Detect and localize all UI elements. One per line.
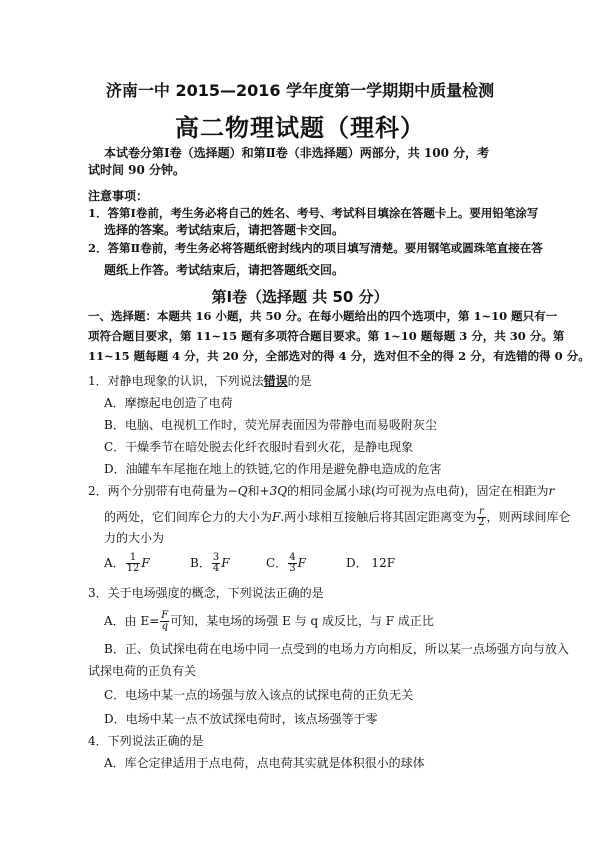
q2-opt-a-den: 12 [126, 563, 140, 574]
q1-stem [88, 373, 312, 389]
q2-text-f: ，则两球间库仑 [486, 510, 571, 524]
q2-charge-2: +3Q [259, 484, 288, 498]
q2-opt-a-fraction [126, 553, 141, 574]
q2-opt-a-label: A． [104, 556, 125, 570]
q3-frac-num: F [161, 610, 169, 621]
q1-option-c: C．干燥季节在暗处脱去化纤衣服时看到火花，是静电现象 [104, 440, 414, 454]
q2-frac-den: 2 [478, 517, 485, 528]
q2-opt-b-label: B． [190, 556, 211, 570]
note-2-line-2: 题纸上作答。考试结束后，请把答题纸交回。 [104, 263, 345, 277]
q1-option-d: D．油罐车车尾拖在地上的铁链,它的作用是避免静电造成的危害 [104, 462, 442, 476]
q2-option-d: D． 12F [346, 556, 396, 570]
q2-line-1 [88, 483, 554, 499]
q1-option-b: B．电脑、电视机工作时，荧光屏表面因为带静电而易吸附灰尘 [104, 418, 437, 432]
q3-opt-a-prefix: A．由 E= [104, 614, 160, 628]
q2-text-b: 和 [247, 484, 260, 498]
q2-opt-a-f: F [141, 556, 150, 570]
note-2-line-1: 2．答第Ⅱ卷前，考生务必将答题纸密封线内的项目填写清楚。要用钢笔或圆珠笔直接在答 [88, 241, 543, 255]
exam-title: 高二物理试题（理科） [175, 114, 425, 142]
q2-opt-b-num: 3 [212, 552, 220, 563]
notes-heading: 注意事项： [88, 189, 149, 203]
q2-text-c: 的相同金属小球(均可视为点电荷)，固定在相距为 [287, 484, 549, 498]
q2-line-2 [104, 506, 571, 528]
q2-opt-b-f: F [221, 556, 230, 570]
q3-opt-a-suffix: 可知，某电场的场强 E 与 q 成反比，与 F 成正比 [170, 614, 434, 628]
q2-r-variable: r [548, 484, 555, 498]
q4-stem: 4．下列说法正确的是 [88, 734, 204, 748]
intro-line-2: 试时间 90 分钟。 [88, 163, 186, 177]
q3-option-c: C．电场中某一点的场强与放入该点的试探电荷的正负无关 [104, 688, 414, 702]
q3-option-b-line-2: 试探电荷的正负有关 [88, 664, 197, 678]
q2-f-variable: F [272, 510, 281, 524]
section-instr-1: 一、选择题：本题共 16 小题，共 50 分。在每小题给出的四个选项中，第 1~10 题只有一 [88, 309, 558, 323]
q4-option-a: A．库仑定律适用于点电荷，点电荷其实就是体积很小的球体 [104, 756, 425, 770]
q3-option-a [104, 609, 434, 633]
q2-option-c [266, 551, 306, 575]
intro-line-1: 本试卷分第Ⅰ卷（选择题）和第Ⅱ卷（非选择题）两部分，共 100 分，考 [104, 146, 490, 160]
q1-stem-emphasis: 错误 [263, 374, 288, 388]
q2-charge-1: −Q [227, 484, 248, 498]
q2-opt-c-fraction [288, 553, 296, 574]
q2-option-b [190, 551, 230, 575]
note-1-line-2: 选择的答案。考试结束后，请把答题卡交回。 [104, 223, 345, 237]
q3-option-b-line-1: B．正、负试探电荷在电场中同一点受到的电场力方向相反，所以某一点场强方向与放入 [104, 642, 569, 656]
section-title: 第Ⅰ卷（选择题 共 50 分） [211, 288, 389, 306]
section-instr-3: 11~15 题每题 4 分，共 20 分，全部选对的得 4 分，选对但不全的得 2 分，有选错的得 0 分。 [88, 349, 590, 363]
q3-frac-den: q [161, 621, 168, 632]
q3-field-fraction [160, 611, 169, 632]
q2-opt-b-fraction [212, 553, 220, 574]
q2-option-a [104, 551, 150, 575]
q2-text-a: 2．两个分别带有电荷量为 [88, 484, 228, 498]
q2-opt-a-num: 1 [126, 553, 141, 564]
q2-line-3: 力的大小为 [104, 531, 165, 545]
q2-opt-c-num: 4 [289, 552, 296, 563]
q1-stem-suffix: 的是 [287, 374, 312, 388]
q3-option-d: D．电场中某一点不放试探电荷时，该点场强等于零 [104, 712, 378, 726]
q2-frac-num: r [478, 506, 484, 517]
q2-text-d: 的两处，它们间库仑力的大小为 [104, 510, 273, 524]
note-1-line-1: 1．答第Ⅰ卷前，考生务必将自己的姓名、考号、考试科目填涂在答题卡上。要用铅笔涂写 [88, 206, 539, 220]
q3-stem: 3．关于电场强度的概念，下列说法正确的是 [88, 586, 324, 600]
q2-opt-c-label: C． [266, 556, 288, 570]
q1-stem-prefix: 1．对静电现象的认识，下列说法 [88, 374, 264, 388]
q2-text-e: .两小球相互接触后将其固定距离变为 [280, 510, 477, 524]
q2-distance-fraction [477, 507, 485, 528]
section-instr-2: 项符合题目要求，第 11~15 题有多项符合题目要求。第 1~10 题每题 3 分，共 30 分。第 [88, 329, 565, 343]
q1-option-a: A．摩擦起电创造了电荷 [104, 396, 233, 410]
school-title: 济南一中 2015—2016 学年度第一学期期中质量检测 [105, 81, 495, 100]
q2-opt-c-f: F [297, 556, 306, 570]
q2-opt-b-den: 4 [212, 563, 220, 574]
q2-opt-c-den: 3 [289, 563, 296, 574]
